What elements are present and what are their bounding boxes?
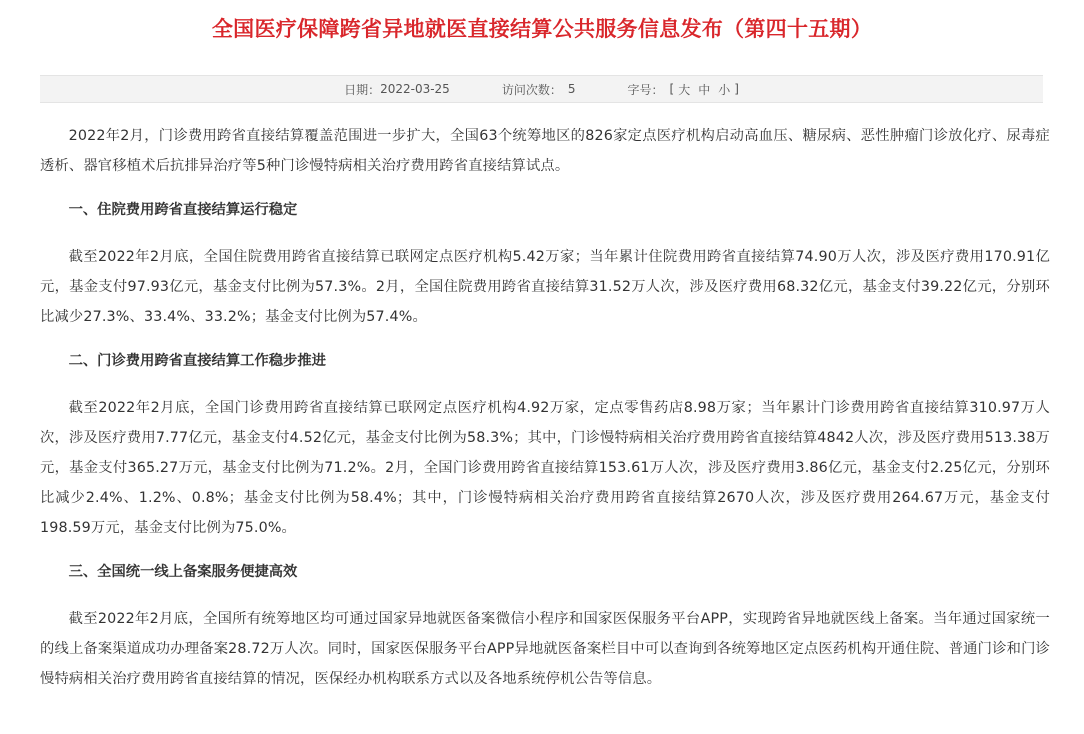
- section-body-online-filing: 截至2022年2月底，全国所有统筹地区均可通过国家异地就医备案微信小程序和国家医保服务平台APP，实现跨省异地就医线上备案。当年通过国家统一的线上备案渠道成功办理备案28.72万人次。同时，国家医保服务平台APP异地就医备案栏目中可以查询到各统筹地区定点医药机构开通住院、普通门诊和门诊慢特病相关治疗费用跨省直接结算的情况，医保经办机构联系方式以及各地系统停机公告等信息。: [40, 611, 1050, 687]
- section-body-outpatient: 截至2022年2月底，全国门诊费用跨省直接结算已联网定点医疗机构4.92万家，定点零售药店8.98万家；当年累计门诊费用跨省直接结算310.97万人次，涉及医疗费用7.77亿元，基金支付4.52亿元，基金支付比例为58.3%；其中，门诊慢特病相关治疗费用跨省直接结算4842人次，涉及医疗费用513.38万元，基金支付365.27万元，基金支付比例为71.2%。2月，全国门诊费用跨省直接结算153.61万人次，涉及医疗费用3.86亿元，基金支付2.25亿元，分别环比减少2.4%、1.2%、0.8%；基金支付比例为58.4%；其中，门诊慢特病相关治疗费用跨省直接结算2670人次，涉及医疗费用264.67万元，基金支付198.59万元，基金支付比例为75.0%。: [40, 400, 1050, 536]
- font-size-large-link[interactable]: 大: [678, 82, 691, 97]
- intro-paragraph: 2022年2月，门诊费用跨省直接结算覆盖范围进一步扩大，全国63个统筹地区的826家定点医疗机构启动高血压、糖尿病、恶性肿瘤门诊放化疗、尿毒症透析、器官移植术后抗排异治疗等5种门诊慢特病相关治疗费用跨省直接结算试点。: [40, 128, 1050, 174]
- publish-date-label: 日期：: [344, 82, 381, 97]
- section-heading-outpatient: 二、门诊费用跨省直接结算工作稳步推进: [68, 353, 326, 369]
- font-size-bracket-close: ]: [734, 82, 739, 96]
- font-size-bracket-open: [: [669, 82, 675, 96]
- visit-count: [502, 81, 576, 98]
- publish-date-value: 2022-03-25: [380, 82, 450, 96]
- visit-count-label: 访问次数：: [501, 82, 562, 97]
- section-heading-inpatient: 一、住院费用跨省直接结算运行稳定: [68, 202, 298, 218]
- article-meta-bar: [40, 75, 1043, 103]
- section-body-inpatient: 截至2022年2月底，全国住院费用跨省直接结算已联网定点医疗机构5.42万家；当年累计住院费用跨省直接结算74.90万人次，涉及医疗费用170.91亿元，基金支付97.93亿元，基金支付比例为57.3%。2月，全国住院费用跨省直接结算31.52万人次，涉及医疗费用68.32亿元，基金支付39.22亿元，分别环比减少27.3%、33.4%、33.2%；基金支付比例为57.4%。: [40, 249, 1050, 325]
- font-size-medium-link[interactable]: 中: [698, 82, 711, 97]
- publish-date: [344, 81, 450, 98]
- section-heading-online-filing: 三、全国统一线上备案服务便捷高效: [68, 564, 298, 580]
- font-size-control: [627, 81, 738, 98]
- font-size-small-link[interactable]: 小: [718, 82, 731, 97]
- font-size-label: 字号：: [627, 82, 664, 97]
- visit-count-value: 5: [567, 82, 576, 96]
- article-content: [40, 121, 1050, 694]
- article-title: 全国医疗保障跨省异地就医直接结算公共服务信息发布（第四十五期）: [211, 17, 873, 41]
